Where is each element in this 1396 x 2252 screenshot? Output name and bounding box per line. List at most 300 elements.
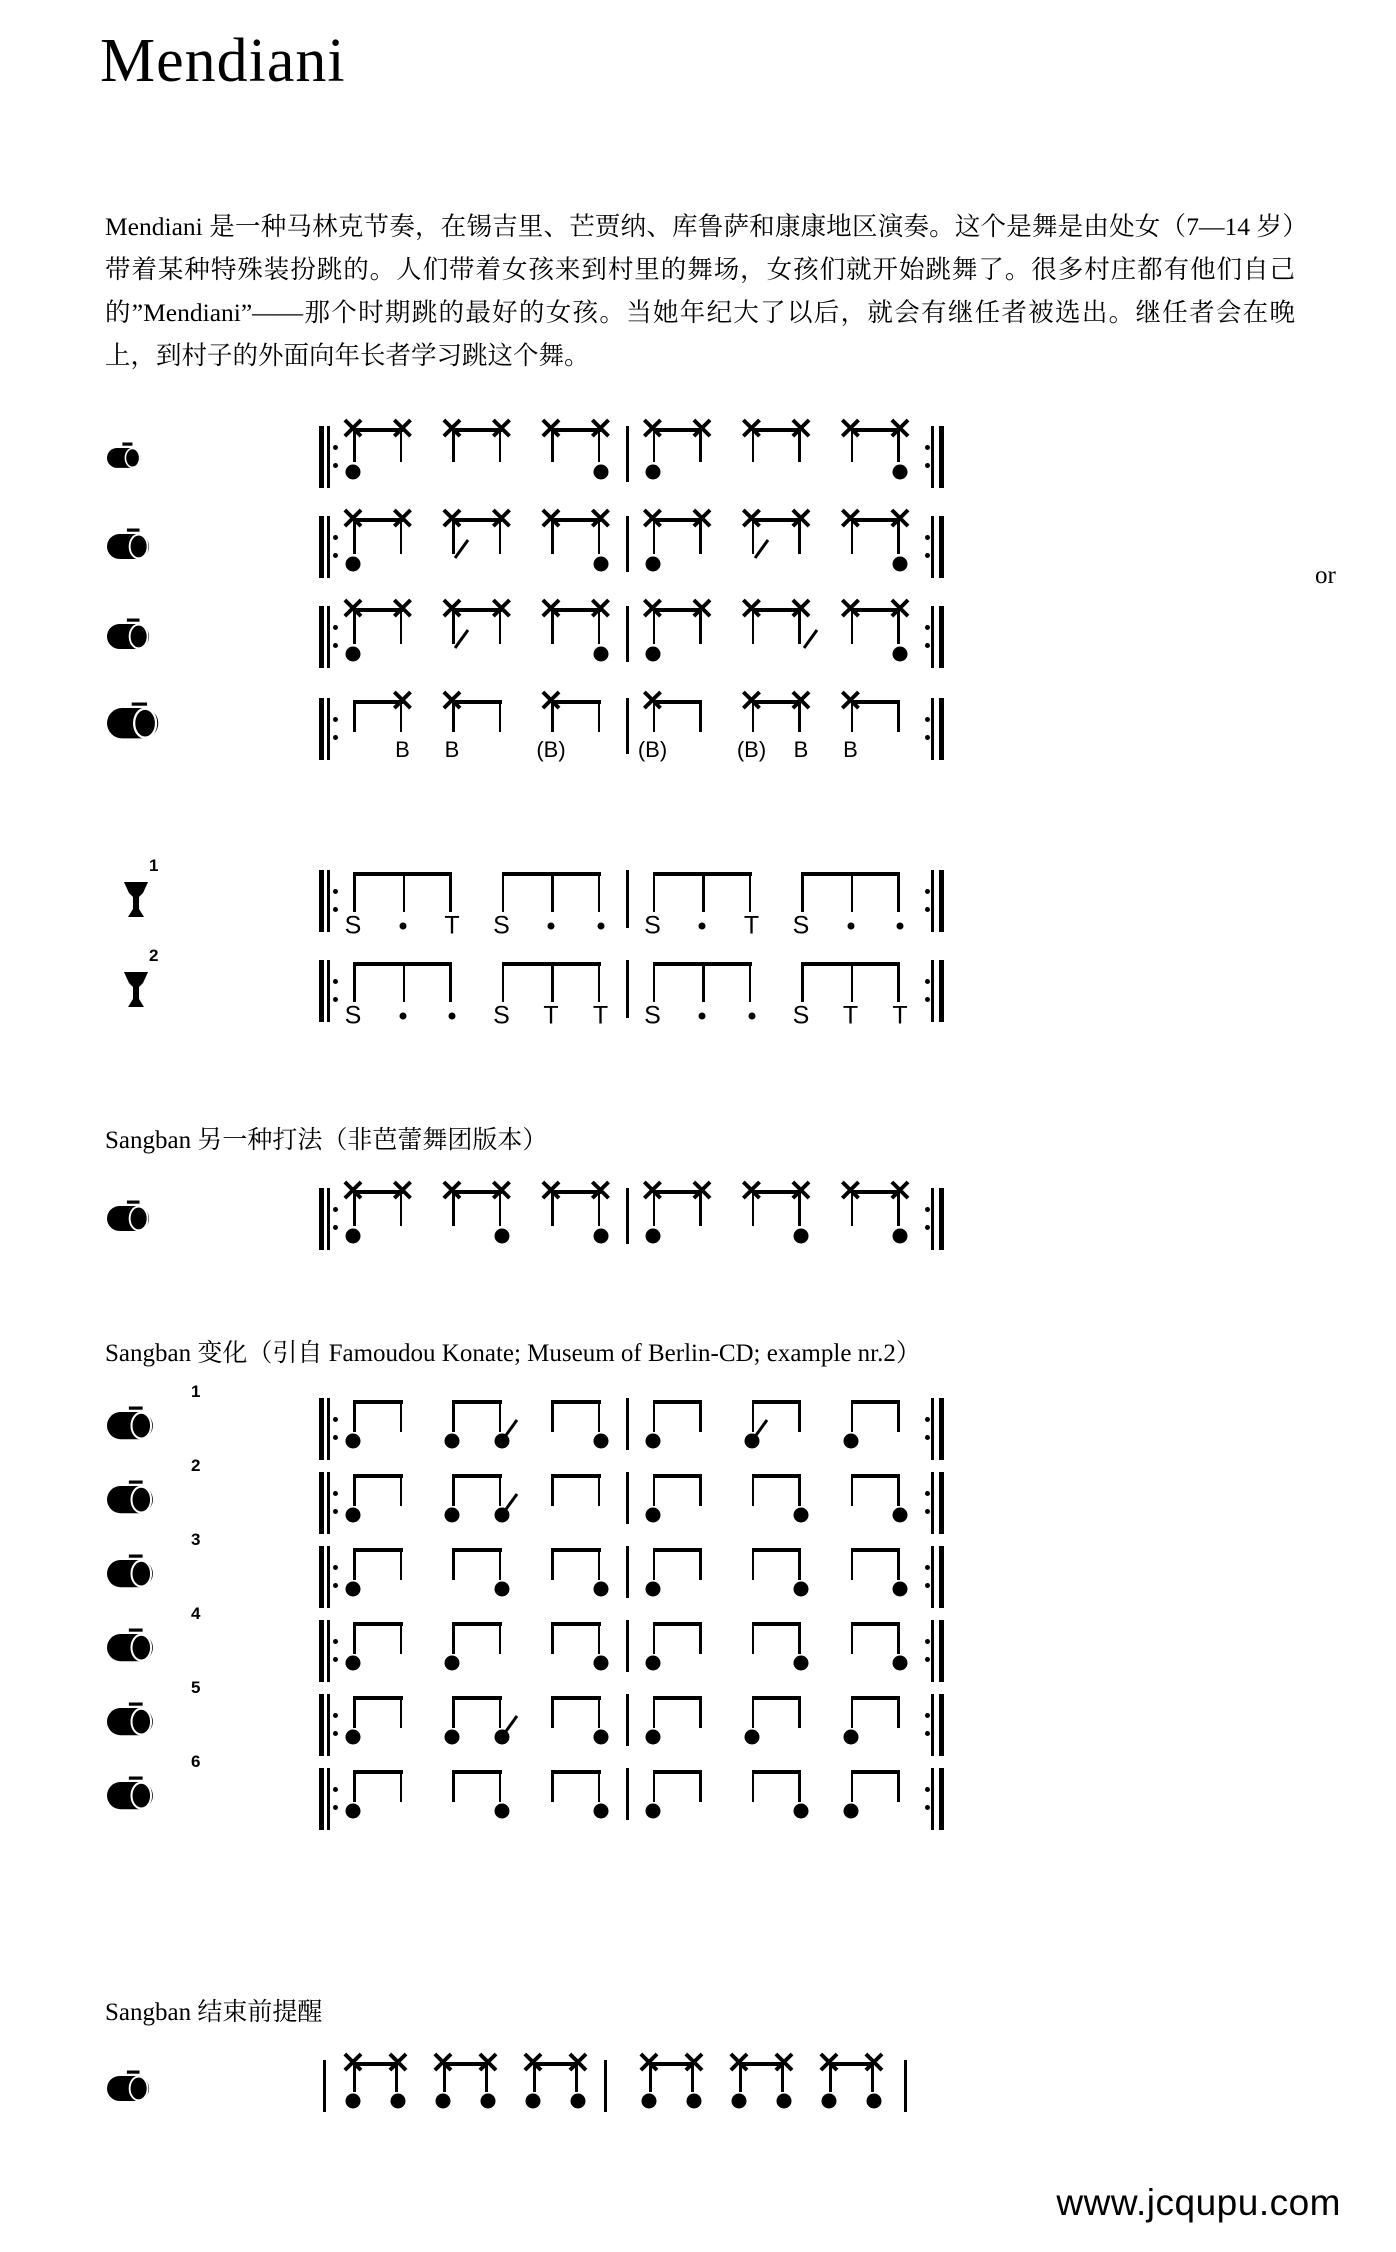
bell-label: (B) xyxy=(637,737,668,762)
muted-slash xyxy=(503,1492,519,1514)
stem xyxy=(400,1770,403,1802)
stroke-letter: T xyxy=(842,1001,859,1030)
stroke-letter: T xyxy=(743,911,760,940)
bass-notehead xyxy=(445,1434,460,1449)
stroke-letter: S xyxy=(344,1001,362,1030)
x-notehead: ✕ xyxy=(837,413,864,446)
stem xyxy=(752,1770,755,1802)
repeat-end-barline xyxy=(926,426,944,488)
beam xyxy=(851,1622,901,1626)
staff-number: 5 xyxy=(191,1678,201,1697)
stem xyxy=(499,1770,502,1802)
x-notehead: ✕ xyxy=(689,503,715,536)
stem xyxy=(403,962,406,1002)
stem xyxy=(452,1696,455,1728)
x-notehead: ✕ xyxy=(689,413,715,446)
stroke-letter: T xyxy=(892,1001,908,1030)
sangban-drum-icon xyxy=(105,526,175,606)
bass-notehead xyxy=(645,465,660,480)
bass-notehead xyxy=(593,557,608,572)
muted-slash xyxy=(454,538,470,560)
x-notehead: ✕ xyxy=(837,1175,864,1208)
x-notehead: ✕ xyxy=(439,593,465,626)
x-notehead: ✕ xyxy=(340,413,366,446)
bass-notehead xyxy=(346,1656,361,1671)
x-notehead: ✕ xyxy=(837,503,864,536)
bass-notehead xyxy=(642,2094,657,2109)
bass-notehead xyxy=(732,2094,747,2109)
beam xyxy=(452,1474,502,1478)
barline xyxy=(904,2060,907,2112)
beam xyxy=(851,1474,901,1478)
stem xyxy=(598,1400,601,1432)
barline xyxy=(626,1546,629,1598)
beam xyxy=(353,1696,403,1700)
x-notehead: ✕ xyxy=(439,503,465,536)
x-notehead: ✕ xyxy=(887,593,913,626)
bass-notehead xyxy=(893,557,908,572)
x-notehead: ✕ xyxy=(538,1175,564,1208)
stem xyxy=(653,1400,656,1432)
bass-notehead xyxy=(645,1730,660,1745)
bass-notehead xyxy=(593,1730,608,1745)
bass-notehead xyxy=(893,465,908,480)
x-notehead: ✕ xyxy=(430,2047,456,2080)
stem xyxy=(598,872,601,912)
stem xyxy=(499,1400,502,1432)
bass-notehead xyxy=(346,2094,361,2109)
stem xyxy=(702,872,705,912)
stem xyxy=(598,1622,601,1654)
bass-notehead xyxy=(445,1656,460,1671)
stem xyxy=(699,700,702,732)
or-label: or xyxy=(1315,562,1336,589)
stem xyxy=(499,1696,502,1728)
rest-dot xyxy=(699,1013,706,1020)
x-notehead: ✕ xyxy=(587,593,614,626)
stem xyxy=(752,1696,755,1728)
stem xyxy=(851,1696,854,1728)
bass-notehead xyxy=(843,1434,858,1449)
bass-notehead xyxy=(391,2094,406,2109)
rest-dot xyxy=(748,1013,755,1020)
stem xyxy=(653,872,656,912)
stem xyxy=(653,1474,656,1506)
bell-label: B xyxy=(395,737,410,762)
muted-slash xyxy=(454,628,470,650)
x-notehead: ✕ xyxy=(385,2047,411,2080)
system-sangban-variation-6 xyxy=(105,1752,1265,1838)
repeat-end-barline xyxy=(926,870,944,932)
x-notehead: ✕ xyxy=(689,593,715,626)
bass-notehead xyxy=(794,1582,809,1597)
stem xyxy=(897,872,900,912)
bell-label: B xyxy=(843,737,858,762)
bass-notehead xyxy=(445,1730,460,1745)
stem xyxy=(551,962,554,1002)
stroke-letter: T xyxy=(592,1001,609,1030)
stem xyxy=(653,1622,656,1654)
bass-notehead xyxy=(346,1434,361,1449)
bass-notehead xyxy=(494,1582,509,1597)
x-notehead: ✕ xyxy=(340,2047,366,2080)
system-sangban-variation-3 xyxy=(105,1530,1265,1616)
bass-notehead xyxy=(494,1804,509,1819)
stem xyxy=(452,1622,455,1654)
beam xyxy=(653,1474,703,1478)
staff-number: 2 xyxy=(191,1456,201,1475)
caption-sangban-cue: Sangban 结束前提醒 xyxy=(105,1999,323,2026)
repeat-end-barline xyxy=(926,1768,944,1830)
bass-notehead xyxy=(843,1730,858,1745)
repeat-start-barline xyxy=(319,1472,337,1534)
stem xyxy=(353,1770,356,1802)
beam xyxy=(551,1548,601,1552)
bass-notehead xyxy=(893,1229,908,1244)
bass-notehead xyxy=(893,647,908,662)
barline xyxy=(604,2060,607,2112)
beam xyxy=(851,1696,901,1700)
bass-notehead xyxy=(593,1804,608,1819)
barline xyxy=(626,960,629,1018)
x-notehead: ✕ xyxy=(636,2047,662,2080)
repeat-end-barline xyxy=(926,960,944,1022)
x-notehead: ✕ xyxy=(439,1175,465,1208)
stroke-letter: S xyxy=(344,911,362,940)
x-notehead: ✕ xyxy=(788,413,814,446)
djembe-drum-icon xyxy=(119,966,189,1046)
system-sangban-1 xyxy=(105,503,1265,588)
stem xyxy=(749,872,752,912)
x-notehead: ✕ xyxy=(887,503,913,536)
system-sangban-variation-5 xyxy=(105,1678,1265,1764)
stem xyxy=(598,1474,601,1506)
x-notehead: ✕ xyxy=(340,503,366,536)
stem xyxy=(798,1696,801,1728)
bass-notehead xyxy=(794,1508,809,1523)
stem xyxy=(801,962,804,1002)
repeat-end-barline xyxy=(926,1398,944,1460)
bass-notehead xyxy=(645,1582,660,1597)
stem xyxy=(897,700,900,732)
barline xyxy=(626,1694,629,1746)
beam xyxy=(653,1622,703,1626)
sangban-drum-icon xyxy=(105,2068,175,2148)
stem xyxy=(353,1622,356,1654)
x-notehead: ✕ xyxy=(538,413,564,446)
staff-number: 6 xyxy=(191,1752,201,1771)
bass-notehead xyxy=(687,2094,702,2109)
stem xyxy=(353,1400,356,1432)
staff-number: 3 xyxy=(191,1530,201,1549)
barline xyxy=(626,870,629,928)
stem xyxy=(400,1548,403,1580)
bass-notehead xyxy=(436,2094,451,2109)
beam xyxy=(353,1400,403,1404)
x-notehead: ✕ xyxy=(788,593,814,626)
stem xyxy=(502,962,505,1002)
x-notehead: ✕ xyxy=(488,503,515,536)
stem xyxy=(449,872,452,912)
rest-dot xyxy=(847,923,854,930)
bass-notehead xyxy=(645,647,660,662)
repeat-end-barline xyxy=(926,1472,944,1534)
bass-notehead xyxy=(346,1508,361,1523)
bass-notehead xyxy=(794,1229,809,1244)
system-sangban-cue xyxy=(105,2047,1265,2130)
stem xyxy=(749,962,752,1002)
x-notehead: ✕ xyxy=(538,503,564,536)
repeat-start-barline xyxy=(319,1694,337,1756)
bass-notehead xyxy=(593,465,608,480)
beam xyxy=(752,1622,802,1626)
stem xyxy=(897,1770,900,1802)
stroke-letter: S xyxy=(493,1001,510,1030)
intro-paragraph: Mendiani 是一种马林克节奏，在锡吉里、芒贾纳、库鲁萨和康康地区演奏。这个是舞是由处女（7—14 岁）带着某种特殊装扮跳的。人们带着女孩来到村里的舞场，女孩们就开始跳舞了。很多村庄都有他们自己的”Mendiani”——那个时期跳的最好的女孩。当她年纪大了以后，就会有继任者被选出。继任者会在晚上，到村子的外面向年长者学习跳这个舞。 xyxy=(105,212,1295,370)
beam xyxy=(353,1548,403,1552)
stem xyxy=(353,1474,356,1506)
bass-notehead xyxy=(822,2094,837,2109)
stem xyxy=(653,962,656,1002)
beam xyxy=(452,1770,502,1774)
bass-notehead xyxy=(645,1229,660,1244)
staff-number: 4 xyxy=(191,1604,201,1623)
x-notehead: ✕ xyxy=(788,1175,814,1208)
repeat-end-barline xyxy=(926,1546,944,1608)
rest-dot xyxy=(897,923,904,930)
stem xyxy=(702,962,705,1002)
bass-notehead xyxy=(346,1229,361,1244)
barline xyxy=(626,1188,629,1244)
bell-label: (B) xyxy=(536,737,566,762)
stem xyxy=(897,1696,900,1728)
x-notehead: ✕ xyxy=(738,503,765,536)
stem xyxy=(452,1400,455,1432)
barline xyxy=(626,426,629,482)
stem xyxy=(598,962,601,1002)
x-notehead: ✕ xyxy=(639,413,666,446)
x-notehead: ✕ xyxy=(475,2047,501,2080)
beam xyxy=(653,1770,703,1774)
stem xyxy=(851,872,854,912)
bass-notehead xyxy=(445,1508,460,1523)
x-notehead: ✕ xyxy=(639,593,666,626)
repeat-start-barline xyxy=(319,870,337,932)
x-notehead: ✕ xyxy=(488,593,515,626)
x-notehead: ✕ xyxy=(389,503,416,536)
footer-url: www.jcqupu.com xyxy=(1056,2182,1341,2223)
barline xyxy=(626,516,629,572)
stem xyxy=(598,1548,601,1580)
bass-notehead xyxy=(593,1434,608,1449)
stem xyxy=(499,1474,502,1506)
x-notehead: ✕ xyxy=(439,685,465,718)
stem xyxy=(598,1696,601,1728)
bass-notehead xyxy=(593,1229,608,1244)
staff-number: 1 xyxy=(191,1382,201,1401)
barline xyxy=(626,1768,629,1820)
bass-notehead xyxy=(893,1508,908,1523)
system-djembe-1 xyxy=(105,858,1265,938)
x-notehead: ✕ xyxy=(738,593,765,626)
repeat-start-barline xyxy=(319,698,337,760)
stem xyxy=(353,700,356,732)
system-sangban-variation-4 xyxy=(105,1604,1265,1690)
repeat-start-barline xyxy=(319,426,337,488)
caption-sangban-variation: Sangban 变化（引自 Famoudou Konate; Museum of Berlin-CD; example nr.2） xyxy=(105,1340,921,1367)
stem xyxy=(502,872,505,912)
bass-notehead xyxy=(593,1656,608,1671)
stem xyxy=(798,1770,801,1802)
x-notehead: ✕ xyxy=(816,2047,842,2080)
system-sangban-2 xyxy=(105,593,1265,678)
bass-notehead xyxy=(843,1804,858,1819)
stem xyxy=(798,1400,801,1432)
beam xyxy=(452,1400,502,1404)
beam xyxy=(551,1696,601,1700)
x-notehead: ✕ xyxy=(788,503,814,536)
stem xyxy=(752,1548,755,1580)
beam xyxy=(353,1474,403,1478)
stem xyxy=(851,1770,854,1802)
stem xyxy=(499,1548,502,1580)
bass-notehead xyxy=(645,1508,660,1523)
stem xyxy=(851,1622,854,1654)
stem xyxy=(851,1474,854,1506)
sangban-drum-icon xyxy=(105,616,175,696)
bass-notehead xyxy=(867,2094,882,2109)
stem xyxy=(699,1696,702,1728)
stem xyxy=(798,1548,801,1580)
beam xyxy=(452,1548,502,1552)
barline xyxy=(626,698,629,754)
muted-slash xyxy=(503,1714,519,1736)
stem xyxy=(851,1548,854,1580)
beam xyxy=(353,1770,403,1774)
stem xyxy=(400,1622,403,1654)
x-notehead: ✕ xyxy=(689,1175,715,1208)
rest-dot xyxy=(597,923,604,930)
beam xyxy=(452,1696,502,1700)
bass-notehead xyxy=(481,2094,496,2109)
system-sangban-variation-1 xyxy=(105,1382,1265,1468)
system-kenkeni xyxy=(105,413,1265,498)
x-notehead: ✕ xyxy=(738,685,765,718)
djembe-drum-icon xyxy=(119,876,189,956)
x-notehead: ✕ xyxy=(639,685,666,718)
bass-notehead xyxy=(645,557,660,572)
x-notehead: ✕ xyxy=(538,685,564,718)
x-notehead: ✕ xyxy=(520,2047,546,2080)
stroke-letter: S xyxy=(644,1001,661,1030)
x-notehead: ✕ xyxy=(587,1175,614,1208)
beam xyxy=(551,1622,601,1626)
bass-notehead xyxy=(593,1582,608,1597)
bass-notehead xyxy=(645,1656,660,1671)
stem xyxy=(598,700,601,732)
x-notehead: ✕ xyxy=(389,1175,416,1208)
x-notehead: ✕ xyxy=(565,2047,591,2080)
bell-label: B xyxy=(793,737,809,762)
dundunba-drum-icon xyxy=(105,700,175,780)
rest-dot xyxy=(449,1013,456,1020)
bass-notehead xyxy=(346,1582,361,1597)
stem xyxy=(699,1622,702,1654)
bass-notehead xyxy=(494,1229,509,1244)
rest-dot xyxy=(399,923,406,930)
x-notehead: ✕ xyxy=(439,413,465,446)
barline xyxy=(626,606,629,662)
bass-notehead xyxy=(777,2094,792,2109)
stem xyxy=(499,700,502,732)
x-notehead: ✕ xyxy=(587,413,614,446)
x-notehead: ✕ xyxy=(587,503,614,536)
stem xyxy=(699,1548,702,1580)
system-dundunba xyxy=(105,685,1265,768)
stem xyxy=(598,1770,601,1802)
stem xyxy=(752,1474,755,1506)
repeat-start-barline xyxy=(319,1398,337,1460)
bass-notehead xyxy=(346,1804,361,1819)
beam xyxy=(653,1400,703,1404)
bass-notehead xyxy=(794,1656,809,1671)
x-notehead: ✕ xyxy=(681,2047,707,2080)
stroke-letter: S xyxy=(493,911,510,940)
staff-number: 1 xyxy=(149,856,159,875)
repeat-start-barline xyxy=(319,1620,337,1682)
rest-dot xyxy=(399,1013,406,1020)
beam xyxy=(851,1770,901,1774)
sangban-drum-icon xyxy=(105,1198,175,1278)
stem xyxy=(699,1770,702,1802)
stroke-letter: T xyxy=(444,911,460,940)
x-notehead: ✕ xyxy=(639,503,666,536)
stroke-letter: T xyxy=(543,1001,559,1030)
system-sangban-variation-2 xyxy=(105,1456,1265,1542)
bass-notehead xyxy=(346,1730,361,1745)
beam xyxy=(752,1400,802,1404)
stroke-letter: S xyxy=(644,911,661,940)
stem xyxy=(798,1622,801,1654)
repeat-end-barline xyxy=(926,1620,944,1682)
x-notehead: ✕ xyxy=(488,1175,515,1208)
stem xyxy=(551,1622,554,1654)
sangban-drum-icon xyxy=(105,1774,175,1854)
bass-notehead xyxy=(893,1582,908,1597)
bass-notehead xyxy=(645,1434,660,1449)
bass-notehead xyxy=(346,647,361,662)
bass-notehead xyxy=(893,1656,908,1671)
bell-label: B xyxy=(444,737,460,762)
stem xyxy=(551,1770,554,1802)
x-notehead: ✕ xyxy=(726,2047,752,2080)
x-notehead: ✕ xyxy=(389,413,416,446)
bass-notehead xyxy=(744,1730,759,1745)
stem xyxy=(897,1400,900,1432)
stem xyxy=(400,1474,403,1506)
system-djembe-2 xyxy=(105,948,1265,1028)
stem xyxy=(653,1696,656,1728)
stem xyxy=(400,1400,403,1432)
stem xyxy=(499,1622,502,1654)
stem xyxy=(897,1474,900,1506)
barline xyxy=(626,1472,629,1524)
barline xyxy=(626,1398,629,1450)
x-notehead: ✕ xyxy=(837,685,864,718)
muted-slash xyxy=(503,1418,519,1440)
stem xyxy=(851,1400,854,1432)
rest-dot xyxy=(548,923,555,930)
